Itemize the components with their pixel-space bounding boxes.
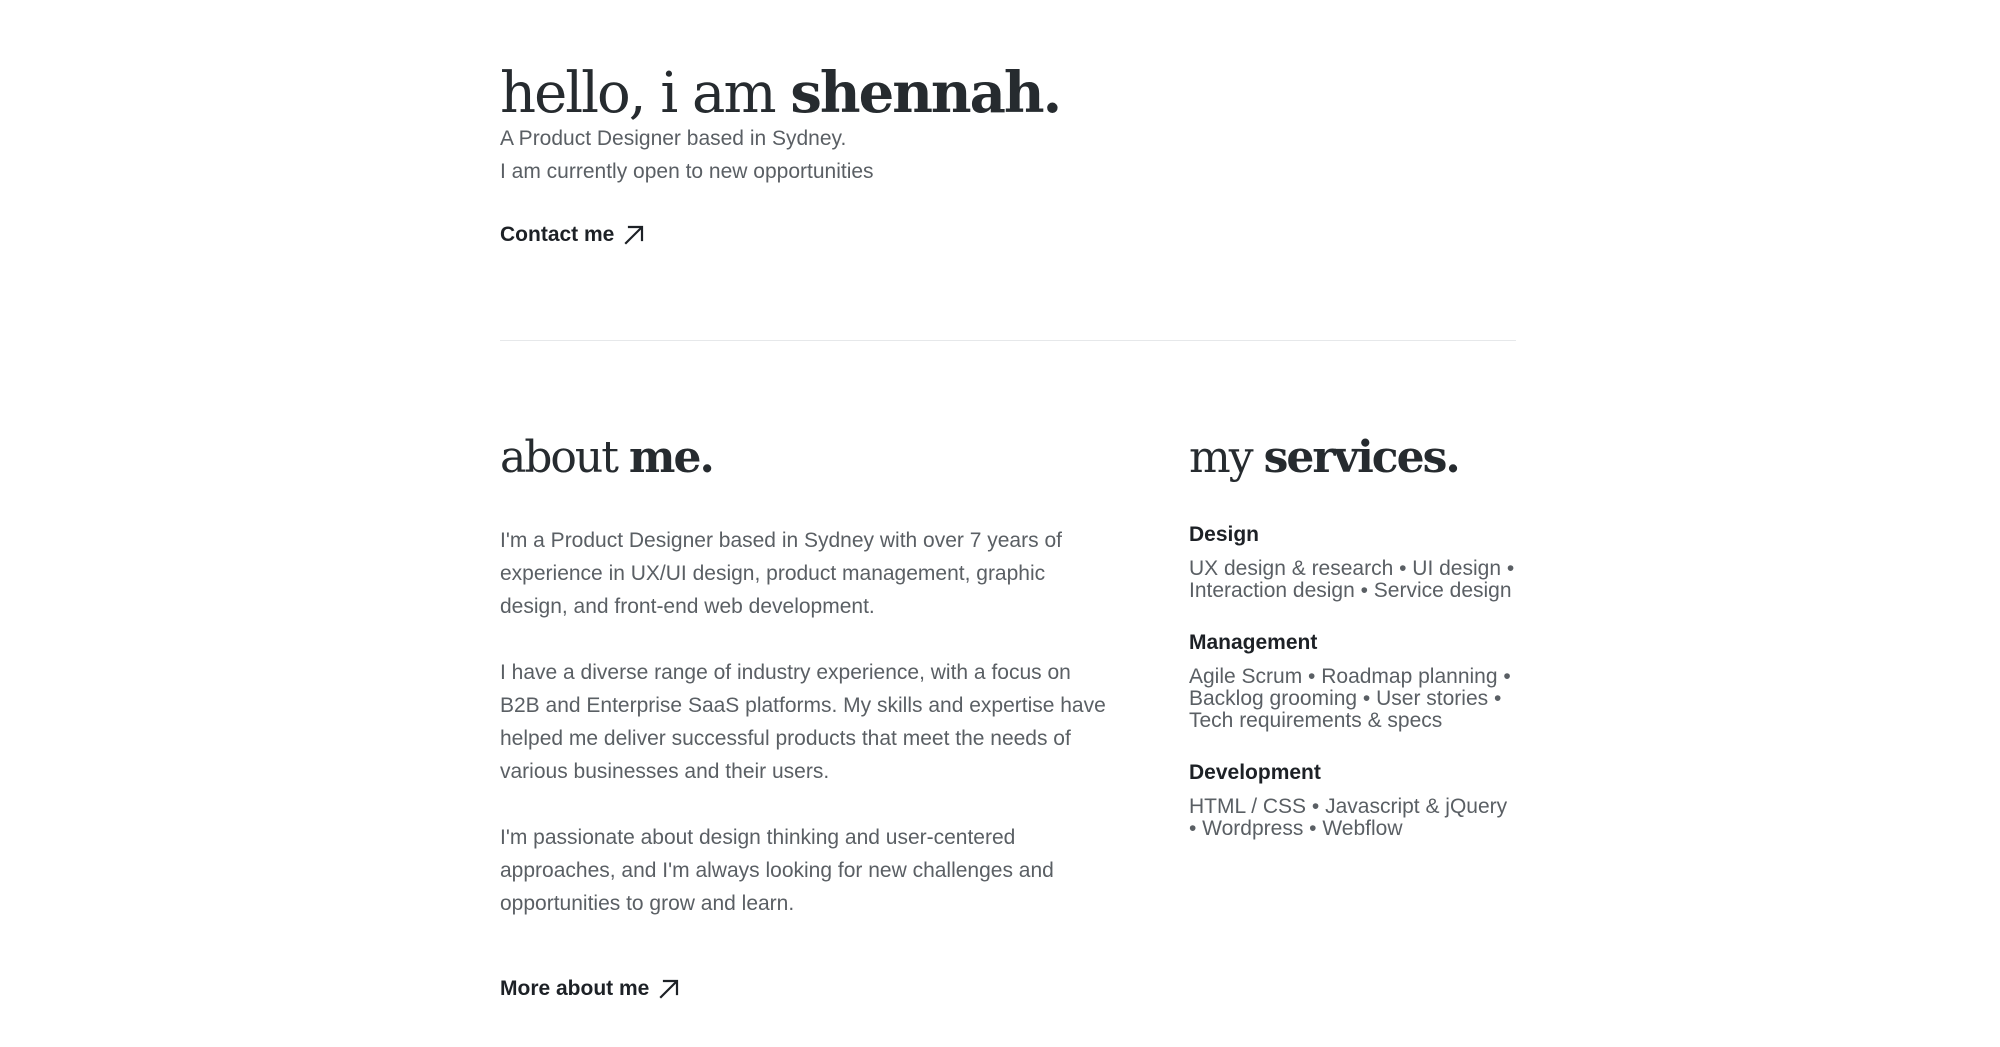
- about-body: [500, 524, 1110, 953]
- service-heading: Management: [1189, 631, 1318, 654]
- service-group-development: [1189, 760, 1519, 840]
- service-heading: Development: [1189, 761, 1321, 784]
- contact-me-label: Contact me: [500, 223, 615, 246]
- service-heading: Design: [1189, 523, 1260, 546]
- about-paragraph: I'm a Product Designer based in Sydney with over 7 years of experience in UX/UI design, product management, graphic design, and front-end web development.: [500, 529, 1062, 618]
- hero-title: [500, 58, 1060, 129]
- service-items: Agile Scrum • Roadmap planning • Backlog grooming • User stories • Tech requirements & specs: [1189, 665, 1511, 732]
- about-paragraph: I have a diverse range of industry experience, with a focus on B2B and Enterprise SaaS platforms. My skills and expertise have helped me deliver successful products that meet the needs of various businesses and their users.: [500, 661, 1106, 783]
- hero-title-prefix: hello, i am: [500, 61, 791, 126]
- hero-subtitle-line2: I am currently open to new opportunities: [500, 160, 874, 183]
- about-title: [500, 430, 713, 486]
- service-group-management: [1189, 630, 1519, 732]
- service-items: UX design & research • UI design • Interaction design • Service design: [1189, 557, 1515, 602]
- arrow-up-right-icon: [657, 977, 681, 1001]
- hero-subtitle-line1: A Product Designer based in Sydney.: [500, 127, 847, 150]
- about-title-bold: me.: [628, 432, 713, 483]
- services-title-light: my: [1189, 432, 1264, 483]
- hero-subtitle: [500, 122, 874, 188]
- services-list: [1189, 522, 1519, 868]
- service-group-design: [1189, 522, 1519, 602]
- services-title-bold: services.: [1263, 432, 1459, 483]
- hero-title-name: shennah.: [790, 60, 1061, 126]
- section-divider: [500, 340, 1516, 341]
- arrow-up-right-icon: [622, 223, 646, 247]
- services-title: [1189, 430, 1459, 486]
- service-items: HTML / CSS • Javascript & jQuery • Wordpress • Webflow: [1189, 795, 1508, 840]
- more-about-me-label: More about me: [500, 977, 650, 1000]
- contact-me-link[interactable]: [500, 223, 646, 247]
- about-title-light: about: [500, 432, 629, 483]
- about-paragraph: I'm passionate about design thinking and user-centered approaches, and I'm always looking for new challenges and opportunities to grow and learn.: [500, 826, 1054, 915]
- more-about-me-link[interactable]: [500, 977, 681, 1001]
